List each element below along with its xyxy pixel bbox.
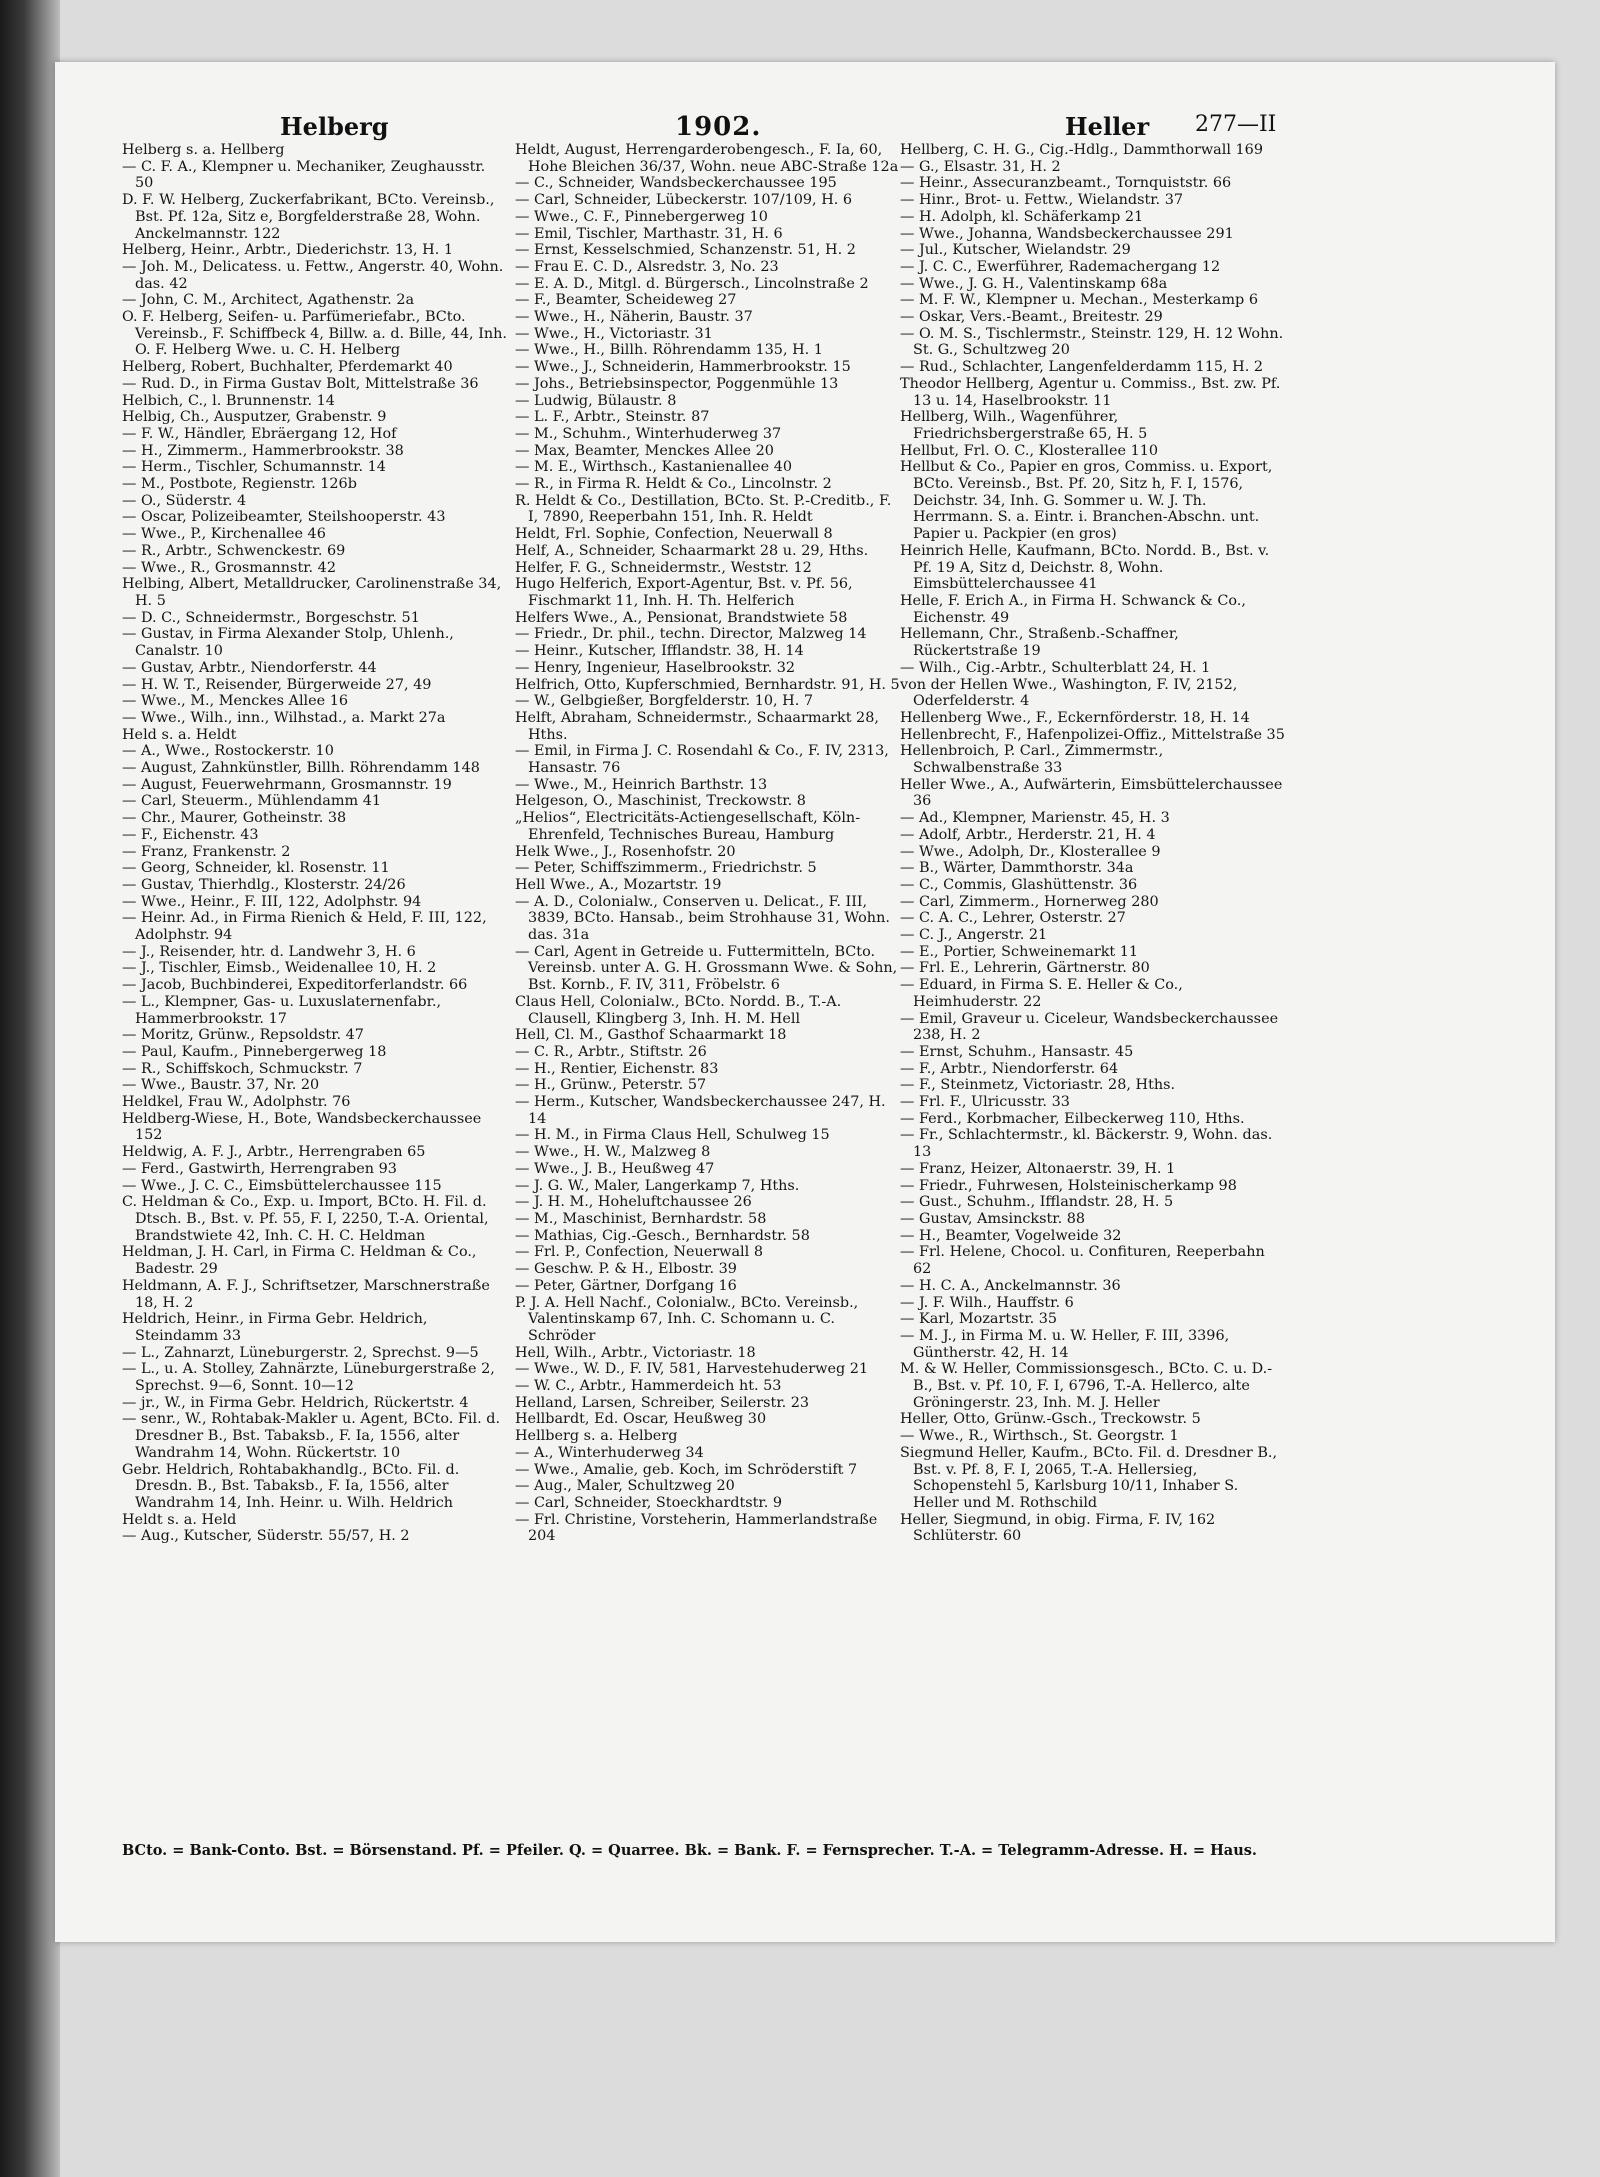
directory-entry: D. F. W. Helberg, Zuckerfabrikant, BCto. Vereinsb., Bst. Pf. 12a, Sitz e, Borgfelderstraße 28, Wohn. Anckelmannstr. 122 [122, 192, 495, 242]
directory-entry: — H., Grünw., Peterstr. 57 [515, 1077, 707, 1094]
directory-entry: — C. R., Arbtr., Stiftstr. 26 [515, 1043, 707, 1060]
directory-entry: — Rud. D., in Firma Gustav Bolt, Mittelstraße 36 [122, 375, 479, 392]
directory-entry: — O. M. S., Tischlermstr., Steinstr. 129, H. 12 Wohn. St. G., Schultzweg 20 [900, 325, 1284, 359]
directory-entry: Helbich, C., l. Brunnenstr. 14 [122, 392, 335, 409]
directory-entry: — Carl, Schneider, Stoeckhardtstr. 9 [515, 1494, 783, 1511]
directory-entry: Helf, A., Schneider, Schaarmarkt 28 u. 29, Hths. [515, 542, 869, 559]
directory-entry: — M., Maschinist, Bernhardstr. 58 [515, 1211, 767, 1227]
directory-entry: — Wwe., H., Näherin, Baustr. 37 [515, 309, 753, 326]
directory-entry: — O., Süderstr. 4 [122, 492, 247, 509]
directory-entry: — Franz, Heizer, Altonaerstr. 39, H. 1 [900, 1160, 1176, 1177]
directory-entry: — Wilh., Cig.-Arbtr., Schulterblatt 24, H. 1 [900, 659, 1211, 676]
page-number: 277—II [1195, 112, 1277, 137]
directory-entry: — J. C. C., Ewerführer, Rademachergang 12 [900, 258, 1221, 275]
directory-entry: Hellbut & Co., Papier en gros, Commiss. u. Export, BCto. Vereinsb., Bst. Pf. 20, Sitz h, F. I, 1576, Deichstr. 34, Inh. G. Sommer u. W. J. Th. Herrmann. S. a. Eintr. i. Branchen-Abschn. unt. Papier u. Packpier (en gros) [900, 459, 1273, 543]
directory-entry: — Wwe., J. B., Heußweg 47 [515, 1160, 715, 1177]
directory-entry: — Friedr., Fuhrwesen, Holsteinischerkamp 98 [900, 1177, 1237, 1194]
directory-entry: — John, C. M., Architect, Agathenstr. 2a [122, 292, 415, 309]
directory-entry: — Max, Beamter, Menckes Allee 20 [515, 442, 774, 459]
directory-entry: Heldt s. a. Held [122, 1511, 237, 1528]
directory-entry: — August, Feuerwehrmann, Grosmannstr. 19 [122, 776, 452, 793]
directory-entry: — Wwe., R., Wirthsch., St. Georgstr. 1 [900, 1428, 1179, 1445]
directory-entry: — M., Postbote, Regienstr. 126b [122, 476, 357, 493]
directory-entry: — Ludwig, Bülaustr. 8 [515, 392, 677, 409]
directory-entry: Gebr. Heldrich, Rohtabakhandlg., BCto. Fil. d. Dresdn. B., Bst. Tabaksb., F. Ia, 1556, alter Wandrahm 14, Inh. Heinr. u. Wilh. Heldrich [122, 1461, 460, 1511]
directory-entry: — J., Reisender, htr. d. Landwehr 3, H. 6 [122, 943, 416, 960]
directory-entry: — Herm., Tischler, Schumannstr. 14 [122, 459, 386, 476]
directory-entry: — Geschw. P. & H., Elbostr. 39 [515, 1261, 737, 1278]
directory-entry: — Mathias, Cig.-Gesch., Bernhardstr. 58 [515, 1227, 810, 1244]
directory-entry: — F., Eichenstr. 43 [122, 826, 259, 843]
directory-entry: — F., Beamter, Scheideweg 27 [515, 292, 737, 309]
directory-entry: — Wwe., Wilh., inn., Wilhstad., a. Markt 27a [122, 709, 446, 726]
directory-entry: — Wwe., W. D., F. IV, 581, Harvestehuderweg 21 [515, 1361, 869, 1378]
directory-entry: — F., Arbtr., Niendorferstr. 64 [900, 1060, 1119, 1077]
directory-entry: — C., Schneider, Wandsbeckerchaussee 195 [515, 175, 837, 192]
directory-entry: Hellberg s. a. Helberg [515, 1428, 678, 1445]
directory-entry: Hellbut, Frl. O. C., Klosterallee 110 [900, 442, 1159, 459]
directory-entry: — Emil, Graveur u. Ciceleur, Wandsbeckerchaussee 238, H. 2 [900, 1010, 1279, 1044]
directory-entry: — G., Elsastr. 31, H. 2 [900, 158, 1061, 175]
directory-entry: Heldt, Frl. Sophie, Confection, Neuerwall 8 [515, 526, 833, 543]
directory-entry: — Ferd., Korbmacher, Eilbeckerweg 110, Hths. [900, 1110, 1245, 1127]
directory-entry: — Gustav, Amsinckstr. 88 [900, 1211, 1086, 1227]
directory-entry: — August, Zahnkünstler, Billh. Röhrendamm 148 [122, 760, 480, 777]
directory-entry: — Gustav, in Firma Alexander Stolp, Uhlenh., Canalstr. 10 [122, 626, 454, 660]
directory-entry: — Frl. Christine, Vorsteherin, Hammerlandstraße 204 [515, 1511, 878, 1545]
directory-entry: Hellbardt, Ed. Oscar, Heußweg 30 [515, 1411, 767, 1428]
directory-entry: — A., Winterhuderweg 34 [515, 1444, 704, 1461]
directory-entry: Heller, Siegmund, in obig. Firma, F. IV, 162 Schlüterstr. 60 [900, 1511, 1216, 1545]
directory-entry: — Wwe., H., Victoriastr. 31 [515, 325, 713, 342]
directory-entry: — L., Klempner, Gas- u. Luxuslaternenfabr., Hammerbrookstr. 17 [122, 993, 442, 1027]
directory-entry: — Wwe., H. W., Malzweg 8 [515, 1144, 711, 1161]
directory-entry: — Moritz, Grünw., Repsoldstr. 47 [122, 1027, 364, 1044]
directory-entry: Heldt, August, Herrengarderobengesch., F. Ia, 60, Hohe Bleichen 36/37, Wohn. neue ABC-Straße 12a [515, 142, 899, 175]
directory-entry: — Carl, Steuerm., Mühlendamm 41 [122, 793, 382, 810]
directory-entry: R. Heldt & Co., Destillation, BCto. St. P.-Creditb., F. I, 7890, Reeperbahn 151, Inh. R. Heldt [515, 492, 892, 526]
directory-entry: — F. W., Händler, Ebräergang 12, Hof [122, 425, 397, 442]
abbreviation-legend: BCto. = Bank-Conto. Bst. = Börsenstand. Pf. = Pfeiler. Q. = Quarree. Bk. = Bank. F. = Fernsprecher. T.-A. = Telegramm-Adresse. H. = Haus. [122, 1842, 1257, 1859]
directory-entry: Siegmund Heller, Kaufm., BCto. Fil. d. Dresdner B., Bst. v. Pf. 8, F. I, 2065, T.-A. Hellersieg, Schopenstehl 5, Karlsburg 10/11, Inhaber S. Heller und M. Rothschild [900, 1444, 1278, 1511]
directory-entry: Heldrich, Heinr., in Firma Gebr. Heldrich, Steindamm 33 [122, 1311, 428, 1344]
header-right-keyword: Heller [1065, 112, 1150, 141]
directory-entry: Hellberg, Wilh., Wagenführer, Friedrichsbergerstraße 65, H. 5 [900, 409, 1148, 442]
directory-entry: — Wwe., H., Billh. Röhrendamm 135, H. 1 [515, 342, 823, 359]
directory-entry: Hellenbrecht, F., Hafenpolizei-Offiz., Mittelstraße 35 [900, 726, 1285, 743]
directory-entry: — E., Portier, Schweinemarkt 11 [900, 943, 1139, 960]
directory-entry: — Wwe., R., Grosmannstr. 42 [122, 559, 336, 576]
directory-entry: — Wwe., Baustr. 37, Nr. 20 [122, 1077, 320, 1094]
directory-entry: — Wwe., Adolph, Dr., Klosterallee 9 [900, 843, 1161, 860]
directory-entry: — senr., W., Rohtabak-Makler u. Agent, BCto. Fil. d. Dresdner B., Bst. Tabaksb., F. Ia, 1556, alter Wandrahm 14, Wohn. Rückertstr. 10 [122, 1411, 501, 1461]
directory-column-middle [515, 142, 900, 1545]
directory-entry: — A. D., Colonialw., Conserven u. Delicat., F. III, 3839, BCto. Hansab., beim Strohhause 31, Wohn. das. 31a [515, 893, 890, 944]
directory-entry: O. F. Helberg, Seifen- u. Parfümeriefabr., BCto. Vereinsb., F. Schiffbeck 4, Billw. a. d. Bille, 44, Inh. O. F. Helberg Wwe. u. C. H. Helberg [122, 309, 507, 359]
directory-entry: — Wwe., J. C. C., Eimsbüttelerchaussee 115 [122, 1177, 442, 1194]
directory-entry: Theodor Hellberg, Agentur u. Commiss., Bst. zw. Pf. 13 u. 14, Haselbrookstr. 11 [900, 375, 1281, 409]
directory-entry: Helfer, F. G., Schneidermstr., Weststr. 12 [515, 559, 812, 576]
directory-entry: — M. J., in Firma M. u. W. Heller, F. III, 3396, Güntherstr. 42, H. 14 [900, 1327, 1230, 1361]
directory-entry: — Hinr., Brot- u. Fettw., Wielandstr. 37 [900, 192, 1184, 209]
directory-entry: — Oscar, Polizeibeamter, Steilshooperstr. 43 [122, 509, 446, 526]
directory-entry: Helft, Abraham, Schneidermstr., Schaarmarkt 28, Hths. [515, 709, 879, 743]
directory-entry: — Emil, in Firma J. C. Rosendahl & Co., F. IV, 2313, Hansastr. 76 [515, 743, 889, 777]
directory-column-right [900, 142, 1285, 1545]
directory-entry: — Ernst, Kesselschmied, Schanzenstr. 51, H. 2 [515, 242, 856, 259]
directory-entry: Heldmann, A. F. J., Schriftsetzer, Marschnerstraße 18, H. 2 [122, 1277, 490, 1311]
directory-entry: — jr., W., in Firma Gebr. Heldrich, Rückertstr. 4 [122, 1394, 469, 1411]
directory-entry: — Johs., Betriebsinspector, Poggenmühle 13 [515, 375, 839, 392]
directory-entry: — Peter, Schiffszimmerm., Friedrichstr. 5 [515, 860, 817, 877]
directory-entry: — C. A. C., Lehrer, Osterstr. 27 [900, 910, 1126, 927]
directory-entry: — J., Tischler, Eimsb., Weidenallee 10, H. 2 [122, 960, 437, 977]
directory-entry: Hellenbroich, P. Carl., Zimmermstr., Schwalbenstraße 33 [900, 743, 1164, 777]
directory-entry: — Adolf, Arbtr., Herderstr. 21, H. 4 [900, 826, 1156, 843]
directory-entry: — Fr., Schlachtermstr., kl. Bäckerstr. 9, Wohn. das. 13 [900, 1127, 1273, 1161]
header-year: 1902. [675, 112, 762, 142]
directory-entry: — H. Adolph, kl. Schäferkamp 21 [900, 208, 1144, 225]
directory-entry: — A., Wwe., Rostockerstr. 10 [122, 743, 334, 760]
directory-entry: — Jacob, Buchbinderei, Expeditorferlandstr. 66 [122, 977, 468, 994]
directory-entry: Helberg, Heinr., Arbtr., Diederichstr. 13, H. 1 [122, 242, 454, 259]
directory-entry: — J. H. M., Hoheluftchaussee 26 [515, 1194, 752, 1211]
directory-entry: — Frl. E., Lehrerin, Gärtnerstr. 80 [900, 960, 1150, 977]
directory-entry: Hellberg, C. H. G., Cig.-Hdlg., Dammthorwall 169 [900, 142, 1263, 158]
directory-entry: — Frl. Helene, Chocol. u. Confituren, Reeperbahn 62 [900, 1244, 1265, 1278]
directory-entry: — R., Arbtr., Schwenckestr. 69 [122, 542, 346, 559]
directory-entry: — D. C., Schneidermstr., Borgeschstr. 51 [122, 609, 420, 626]
directory-entry: Heller Wwe., A., Aufwärterin, Eimsbüttelerchaussee 36 [900, 776, 1283, 810]
directory-entry: Held s. a. Heldt [122, 726, 237, 743]
directory-entry: — L., Zahnarzt, Lüneburgerstr. 2, Sprechst. 9—5 [122, 1344, 479, 1361]
directory-entry: Helfers Wwe., A., Pensionat, Brandstwiete 58 [515, 609, 848, 626]
directory-entry: C. Heldman & Co., Exp. u. Import, BCto. H. Fil. d. Dtsch. B., Bst. v. Pf. 55, F. I, 2250, T.-A. Oriental, Brandstwiete 42, Inh. C. H. C. Heldman [122, 1194, 489, 1244]
directory-entry: Helfrich, Otto, Kupferschmied, Bernhardstr. 91, H. 5 [515, 676, 900, 693]
directory-entry: — Jul., Kutscher, Wielandstr. 29 [900, 242, 1131, 259]
directory-entry: — Karl, Mozartstr. 35 [900, 1311, 1058, 1328]
directory-entry: — C. J., Angerstr. 21 [900, 927, 1048, 944]
directory-entry: — Chr., Maurer, Gotheinstr. 38 [122, 810, 347, 827]
directory-entry: — B., Wärter, Dammthorstr. 34a [900, 860, 1134, 877]
directory-entry: — Frau E. C. D., Alsredstr. 3, No. 23 [515, 258, 779, 275]
directory-entry: — Ferd., Gastwirth, Herrengraben 93 [122, 1160, 397, 1177]
directory-entry: — M., Schuhm., Winterhuderweg 37 [515, 425, 782, 442]
directory-entry: Hellemann, Chr., Straßenb.-Schaffner, Rückertstraße 19 [900, 626, 1179, 660]
directory-entry: Helk Wwe., J., Rosenhofstr. 20 [515, 843, 736, 860]
directory-entry: Claus Hell, Colonialw., BCto. Nordd. B., T.-A. Clausell, Klingberg 3, Inh. H. M. Hell [515, 993, 842, 1027]
directory-entry: — Wwe., P., Kirchenallee 46 [122, 526, 326, 543]
directory-entry: Hellenberg Wwe., F., Eckernförderstr. 18, H. 14 [900, 709, 1250, 726]
directory-entry: — Henry, Ingenieur, Haselbrookstr. 32 [515, 659, 796, 676]
directory-entry: — W. C., Arbtr., Hammerdeich ht. 53 [515, 1378, 782, 1395]
header-left-keyword: Helberg [280, 112, 389, 141]
directory-entry: — H. W. T., Reisender, Bürgerweide 27, 49 [122, 676, 432, 693]
directory-entry: — R., in Firma R. Heldt & Co., Lincolnstr. 2 [515, 476, 832, 493]
directory-entry: — Herm., Kutscher, Wandsbeckerchaussee 247, H. 14 [515, 1094, 886, 1127]
directory-entry: — Wwe., J. G. H., Valentinskamp 68a [900, 275, 1168, 292]
directory-entry: — R., Schiffskoch, Schmuckstr. 7 [122, 1060, 363, 1077]
directory-entry: — H. M., in Firma Claus Hell, Schulweg 15 [515, 1127, 830, 1144]
directory-entry: Helland, Larsen, Schreiber, Seilerstr. 23 [515, 1394, 810, 1411]
directory-entry: — Aug., Kutscher, Süderstr. 55/57, H. 2 [122, 1528, 410, 1545]
directory-entry: — Gustav, Arbtr., Niendorferstr. 44 [122, 659, 377, 676]
directory-entry: — M. F. W., Klempner u. Mechan., Mesterkamp 6 [900, 292, 1258, 309]
directory-entry: — Heinr., Kutscher, Ifflandstr. 38, H. 14 [515, 643, 804, 660]
directory-entry: von der Hellen Wwe., Washington, F. IV, 2152, Oderfelderstr. 4 [900, 676, 1238, 710]
directory-entry: — Wwe., Amalie, geb. Koch, im Schröderstift 7 [515, 1461, 858, 1478]
directory-entry: — Wwe., Johanna, Wandsbeckerchaussee 291 [900, 225, 1234, 242]
directory-entry: — Peter, Gärtner, Dorfgang 16 [515, 1277, 737, 1294]
directory-entry: — Gust., Schuhm., Ifflandstr. 28, H. 5 [900, 1194, 1174, 1211]
directory-entry: — Gustav, Thierhdlg., Klosterstr. 24/26 [122, 876, 406, 893]
directory-entry: P. J. A. Hell Nachf., Colonialw., BCto. Vereinsb., Valentinskamp 67, Inh. C. Schomann u. C. Schröder [515, 1294, 859, 1344]
directory-entry: — M. E., Wirthsch., Kastanienallee 40 [515, 459, 793, 476]
directory-entry: — Carl, Zimmerm., Hornerweg 280 [900, 893, 1159, 910]
directory-entry: — J. F. Wilh., Hauffstr. 6 [900, 1294, 1074, 1311]
directory-entry: — Wwe., M., Heinrich Barthstr. 13 [515, 776, 768, 793]
directory-entry: — Wwe., M., Menckes Allee 16 [122, 693, 349, 710]
directory-entry: — J. G. W., Maler, Langerkamp 7, Hths. [515, 1177, 800, 1194]
directory-entry: Heldwig, A. F. J., Arbtr., Herrengraben 65 [122, 1144, 426, 1161]
directory-entry: — Wwe., J., Schneiderin, Hammerbrookstr. 15 [515, 359, 851, 376]
directory-entry: — Ernst, Schuhm., Hansastr. 45 [900, 1043, 1134, 1060]
directory-entry: — Frl. P., Confection, Neuerwall 8 [515, 1244, 763, 1261]
directory-entry: „Helios“, Electricitäts-Actiengesellschaft, Köln-Ehrenfeld, Technisches Bureau, Hamburg [515, 810, 861, 843]
directory-entry: — Oskar, Vers.-Beamt., Breitestr. 29 [900, 309, 1163, 326]
directory-entry: — Eduard, in Firma S. E. Heller & Co., Heimhuderstr. 22 [900, 977, 1183, 1010]
directory-entry: — Paul, Kaufm., Pinnebergerweg 18 [122, 1043, 387, 1060]
directory-entry: — E. A. D., Mitgl. d. Bürgersch., Lincolnstraße 2 [515, 275, 869, 292]
directory-entry: — Wwe., C. F., Pinnebergerweg 10 [515, 208, 768, 225]
directory-entry: — Carl, Agent in Getreide u. Futtermitteln, BCto. Vereinsb. unter A. G. H. Grossmann Wwe. & Sohn, Bst. Kornb., F. IV, 311, Fröbelstr. 6 [515, 943, 898, 994]
directory-entry: — H., Rentier, Eichenstr. 83 [515, 1060, 719, 1077]
directory-entry: — Rud., Schlachter, Langenfelderdamm 115, H. 2 [900, 359, 1264, 376]
directory-entry: — Ad., Klempner, Marienstr. 45, H. 3 [900, 810, 1170, 827]
directory-entry: M. & W. Heller, Commissionsgesch., BCto. C. u. D.-B., Bst. v. Pf. 10, F. I, 6796, T.-A. Hellerco, alte Gröningerstr. 23, Inh. M. J. Heller [900, 1361, 1273, 1411]
directory-entry: Hell Wwe., A., Mozartstr. 19 [515, 876, 722, 893]
directory-entry: — Frl. F., Ulricusstr. 33 [900, 1094, 1070, 1111]
directory-entry: — Friedr., Dr. phil., techn. Director, Malzweg 14 [515, 626, 867, 643]
directory-entry: — Heinr. Ad., in Firma Rienich & Held, F. III, 122, Adolphstr. 94 [122, 910, 487, 944]
directory-entry: Heldkel, Frau W., Adolphstr. 76 [122, 1094, 351, 1111]
directory-entry: — Heinr., Assecuranzbeamt., Tornquiststr. 66 [900, 175, 1232, 192]
directory-entry: Heller, Otto, Grünw.-Gsch., Treckowstr. 5 [900, 1411, 1201, 1428]
directory-entry: — H., Beamter, Vogelweide 32 [900, 1227, 1122, 1244]
directory-entry: Hugo Helferich, Export-Agentur, Bst. v. Pf. 56, Fischmarkt 11, Inh. H. Th. Helferich [515, 576, 853, 609]
directory-entry: Helberg s. a. Hellberg [122, 142, 285, 158]
directory-entry: — Georg, Schneider, kl. Rosenstr. 11 [122, 860, 390, 877]
directory-entry: — Joh. M., Delicatess. u. Fettw., Angerstr. 40, Wohn. das. 42 [122, 258, 504, 292]
directory-column-left [122, 142, 507, 1545]
directory-entry: — H., Zimmerm., Hammerbrookstr. 38 [122, 442, 404, 459]
directory-entry: Heldberg-Wiese, H., Bote, Wandsbeckerchaussee 152 [122, 1110, 482, 1144]
directory-entry: — L. F., Arbtr., Steinstr. 87 [515, 409, 710, 426]
directory-entry: Helberg, Robert, Buchhalter, Pferdemarkt 40 [122, 359, 453, 376]
directory-entry: — W., Gelbgießer, Borgfelderstr. 10, H. 7 [515, 693, 814, 710]
directory-entry: — Emil, Tischler, Marthastr. 31, H. 6 [515, 225, 783, 242]
book-binding [0, 0, 60, 2177]
directory-entry: — H. C. A., Anckelmannstr. 36 [900, 1277, 1121, 1294]
directory-entry: — C., Commis, Glashüttenstr. 36 [900, 876, 1138, 893]
directory-entry: Helgeson, O., Maschinist, Treckowstr. 8 [515, 793, 806, 810]
directory-entry: Heldman, J. H. Carl, in Firma C. Heldman & Co., Badestr. 29 [122, 1244, 477, 1278]
directory-entry: Hell, Cl. M., Gasthof Schaarmarkt 18 [515, 1027, 787, 1044]
directory-entry: Heinrich Helle, Kaufmann, BCto. Nordd. B., Bst. v. Pf. 19 A, Sitz d, Deichstr. 8, Wohn. Eimsbüttelerchaussee 41 [900, 542, 1270, 593]
directory-entry: — Carl, Schneider, Lübeckerstr. 107/109, H. 6 [515, 192, 853, 209]
directory-entry: — Wwe., Heinr., F. III, 122, Adolphstr. 94 [122, 893, 422, 910]
directory-entry: — Franz, Frankenstr. 2 [122, 843, 291, 860]
directory-entry: Helbing, Albert, Metalldrucker, Carolinenstraße 34, H. 5 [122, 576, 502, 609]
directory-entry: Helle, F. Erich A., in Firma H. Schwanck & Co., Eichenstr. 49 [900, 592, 1246, 626]
directory-entry: Helbig, Ch., Ausputzer, Grabenstr. 9 [122, 409, 387, 426]
directory-entry: Hell, Wilh., Arbtr., Victoriastr. 18 [515, 1344, 756, 1361]
directory-entry: — F., Steinmetz, Victoriastr. 28, Hths. [900, 1077, 1176, 1094]
directory-entry: — Aug., Maler, Schultzweg 20 [515, 1478, 735, 1495]
directory-entry: — L., u. A. Stolley, Zahnärzte, Lüneburgerstraße 2, Sprechst. 9—6, Sonnt. 10—12 [122, 1361, 495, 1395]
directory-entry: — C. F. A., Klempner u. Mechaniker, Zeughausstr. 50 [122, 158, 486, 192]
